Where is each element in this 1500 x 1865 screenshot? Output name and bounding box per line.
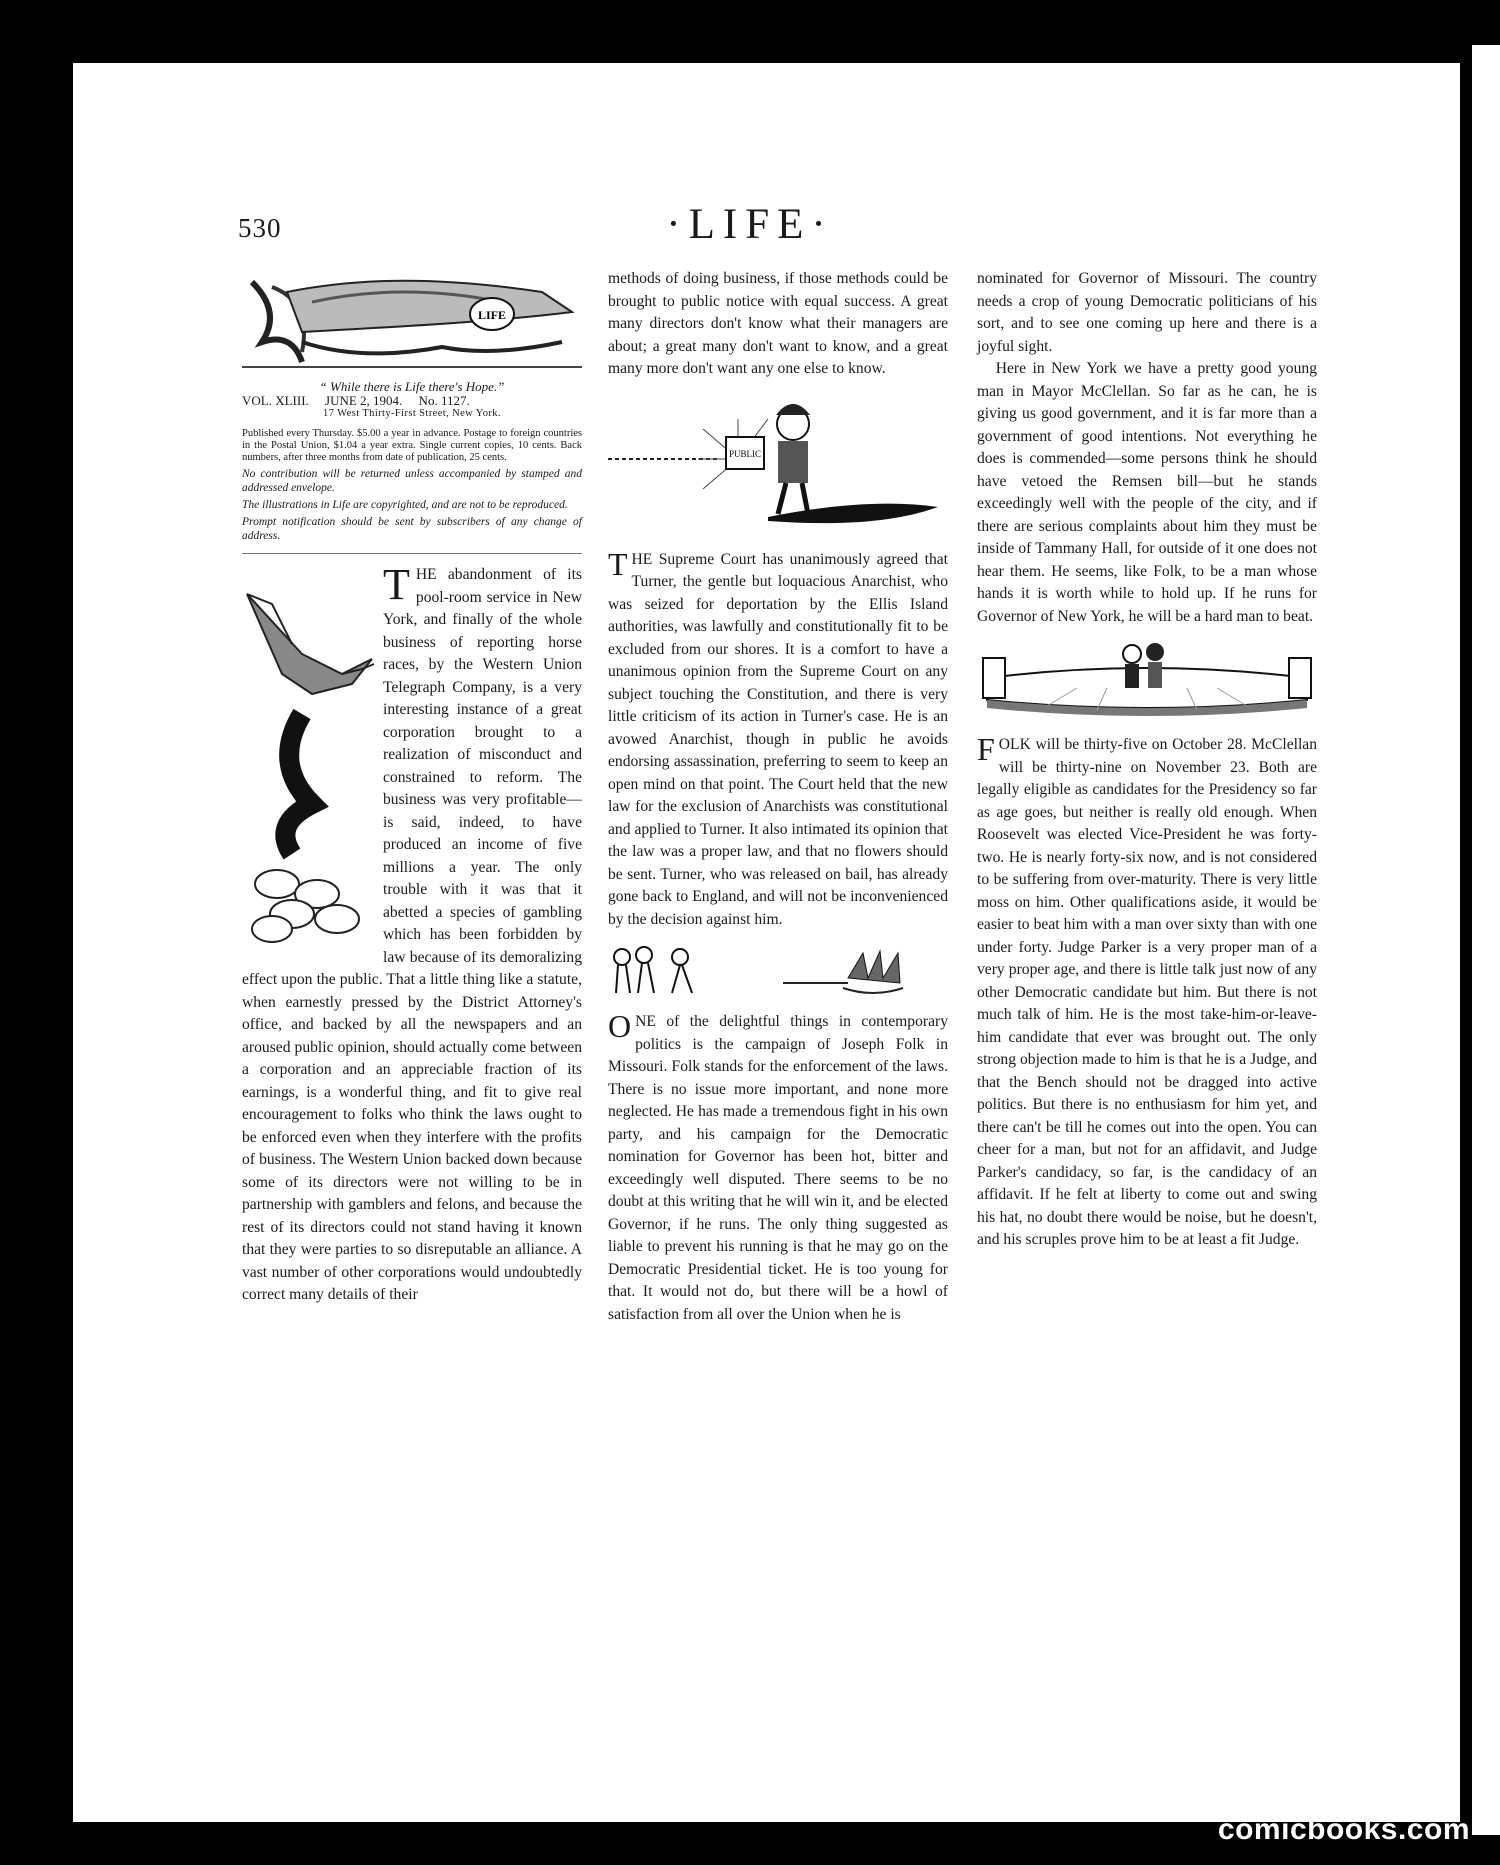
watermark: comicbooks.com [1217, 1813, 1470, 1846]
masthead-title: ·LIFE· [666, 201, 834, 248]
address-line: 17 West Thirty-First Street, New York. [323, 408, 501, 419]
article-candidates-age: OLK will be thirty-five on October 28. McClellan will be thirty-nine on November 23. Both are legally eligible as candidates for the Presidency so far as age goes, but neither is really old enough. When Roosevelt was elected Vice-President he was forty-two. He is nearly forty-six now, and is not considered to be suffering from over-maturity. There is very little moss on him. Other qualifications aside, it would be easier to beat him with a man over sixty than with one under forty. Judge Parker is a very proper man of a very proper age, and there is little talk just now of any other Democratic candidate but him. But there is not much talk of him. He is the most take-him-or-leave-him candidate that ever was brought out. The only strong objection made to him is that he is a Judge, and that the Bench should not be dragged into active politics. But there is no enthusiasm for him yet, and there can't be till he comes out into the open. You can cheer for a man, but not for an affidavit, and Judge Parker's candidacy, so far, is the candidacy of an affidavit. If he felt at liberty to come out and swing his hat, no doubt there would be noise, but he doesn't, and his scruples prove him to be at least a fit Judge. [977, 736, 1317, 1248]
header-illustration [242, 272, 582, 372]
copyright-notice: The illustrations in Life are copyrighted, and are not to be reproduced. [242, 499, 568, 511]
column-right [977, 268, 1317, 1252]
dropcap-article-2: T [608, 545, 628, 582]
dropcap-article-4: F [977, 731, 995, 767]
public-box-label: PUBLIC [728, 448, 762, 459]
dropcap-article-3: O [608, 1008, 632, 1044]
article-mcclellan: Here in New York we have a pretty good young man in Mayor McClellan. So far as he can, he is giving us good government, and it is far more than a government of good intentions. Not everything he does is commended—some persons think he should have vetoed the Remsen bill—but he stands exceedingly well with the people of the city, and if there are serious complaints about him they must be inside of Tammany Hall, for outside of it one does not hear them. He seems, like Folk, to be a man whose hands it is worth while to hold up. If he runs for Governor of New York, he will be a hard man to beat. [977, 360, 1317, 625]
article-pool-room-continued: methods of doing business, if those methods could be brought to public notice with equal success. A great many directors don't know what their managers are about; a great many don't want to know, and a great many more don't want any one else to know. [608, 270, 948, 377]
divider [242, 553, 582, 554]
cartoon-man-with-box [608, 389, 948, 539]
publication-notice: Published every Thursday. $5.00 a year in advance. Postage to foreign countries in the Postal Union, $1.04 a year extra. Single current copies, 10 cents. Back numbers, after three months from date of publication, 25 cents. [242, 428, 582, 463]
article-joseph-folk: NE of the delightful things in contemporary politics is the campaign of Joseph Folk in Missouri. Folk stands for the enforcement of the laws. There is no issue more important, and none more neglected. He has made a tremendous fight in his own party, and his campaign for the Democratic nomination for Governor has been hot, bitter and exceedingly well disputed. There seems to be no doubt at this writing that he will win it, and be elected Governor, if he runs. The only thing suggested as liable to prevent his running is that he may go on the Democratic Presidential ticket. He is too young for that. It would not do, but there will be a howl of satisfaction from all over the Union when he is [608, 1013, 948, 1323]
life-emblem-label: LIFE [477, 308, 507, 322]
article-joseph-folk-continued: nominated for Governor of Missouri. The country needs a crop of young Democratic politicians of his sort, and to see one coming up here and there is a joyful sight. [977, 270, 1317, 355]
article-supreme-court: HE Supreme Court has unanimously agreed that Turner, the gentle but loquacious Anarchist, who was seized for deportation by the Ellis Island authorities, was lawfully and constitutionally fit to be excluded from our shores. It is a comfort to have a unanimous opinion from the Supreme Court on any subject touching the Constitution, and there is very little criticism of its action in Turner's case. He is an avowed Anarchist, though in public he avoids endorsing assassination, preferring to seem to keep an open mind on that point. The Court held that the new law for the exclusion of Anarchists was constitutional and applied to Turner. It also intimated its opinion that the law was a proper law, and that no flowers should be sent. Turner, who was released on bail, has already gone back to England, and will not be inconvenienced by the decision against him. [608, 550, 948, 928]
page-number: 530 [238, 213, 282, 243]
contribution-notice: No contribution will be returned unless accompanied by stamped and addressed envelope. [242, 468, 582, 494]
next-page-edge [1472, 45, 1500, 1835]
volume-line: VOL. XLIII. JUNE 2, 1904. No. 1127. [242, 393, 470, 408]
address-change-notice: Prompt notification should be sent by subscribers of any change of address. [242, 516, 582, 542]
motto: “ While there is Life there's Hope.” [319, 379, 505, 394]
article-pool-room: HE abandonment of its pool-room service in New York, and finally of the whole business of reporting horse races, by the Western Union Telegraph Company, is a very interesting instance of a great corporation brought to a realization of misconduct and constrained to reform. The business was very profitable—is said, indeed, to have produced an income of five millions a year. The only trouble with it was that it abetted a species of gambling which has been forbidden by law because of its demoralizing effect upon the public. That a little thing like a statute, when earnestly pressed by the District Attorney's office, and backed by all the newspapers and an aroused public opinion, should actually come between a corporation and an appreciable fraction of its earnings, is a wonderful thing, and fit to give real encouragement to folks who think the laws ought to be enforced even when they interfere with the profits of business. The Western Union backed down because some of its directors were not willing to be in partnership with gamblers and felons, and because the rest of its directors could not stand having it known that they were parties to so disreputable an alliance. A vast number of other corporations would undoubtedly correct many details of their [242, 566, 582, 1303]
cartoon-children-and-birds [608, 943, 948, 1003]
column-left [242, 272, 582, 1307]
stork-illustration [242, 564, 377, 954]
column-middle [608, 268, 948, 1326]
dropcap-article-1: T [383, 560, 410, 609]
cartoon-stage-figures [977, 638, 1317, 718]
